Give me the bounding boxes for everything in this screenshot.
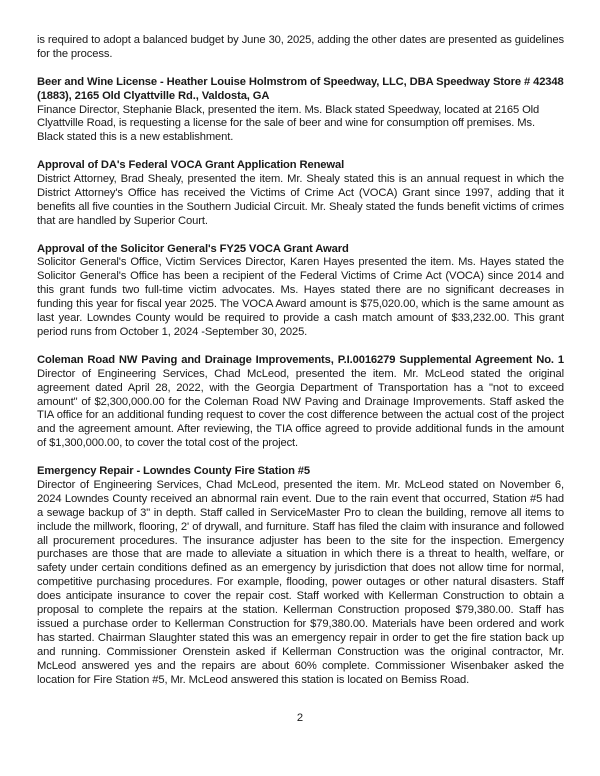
section-heading: Coleman Road NW Paving and Drainage Improvements, P.I.0016279 Supplemental Agreement No. 1 (37, 353, 564, 366)
section-body: Finance Director, Stephanie Black, presented the item. Ms. Black stated Speedway, located at 2165 Old Clyattville Road, is requesting a license for the sale of beer and wine for consumption off premises. Ms. Black stated this is a new establishment. (37, 103, 540, 144)
section-heading: Approval of the Solicitor General's FY25 VOCA Grant Award (37, 242, 349, 255)
section-body: Director of Engineering Services, Chad McLeod, presented the item. Mr. McLeod stated the original agreement dated April 28, 2022, with the Georgia Department of Transportation has a "not to exceed amount" of $2,300,000.00 for the Coleman Road NW Paving and Drainage Improvements. Staff asked the TIA office for an additional funding request to cover the cost difference between the actual cost of the project and the agreement amount. After reviewing, the TIA office agreed to provide additional funds in the amount of $1,300,000.00, to cover the total cost of the project. (37, 367, 564, 450)
continued-paragraph: is required to adopt a balanced budget by June 30, 2025, adding the other dates are presented as guidelines for the process. (37, 34, 564, 60)
section-da-federal-voca-grant (37, 159, 564, 229)
section-heading: Approval of DA's Federal VOCA Grant Application Renewal (37, 159, 345, 172)
section-runin-paragraph (37, 354, 564, 451)
section-body: District Attorney, Brad Shealy, presented the item. Mr. Shealy stated this is an annual request in which the District Attorney's Office has received the Victims of Crime Act (VOCA) Grant since 1997, adding that it benefits all five counties in the Southern Judicial Circuit. Mr. Shealy stated the funds benefit victims of crimes that are handled by Superior Court. (37, 173, 564, 227)
section-emergency-repair-fire-station-5 (37, 465, 564, 688)
page-number: 2 (296, 712, 304, 724)
section-solicitor-general-voca-award (37, 243, 564, 340)
section-heading: Beer and Wine License - Heather Louise Holmstrom of Speedway, LLC, DBA Speedway Store # 42348 (1883), 2165 Old Clyattville Rd., Valdosta, GA (37, 75, 564, 102)
section-body: Solicitor General's Office, Victim Services Director, Karen Hayes presented the item. Ms. Hayes stated the Solicitor General's Office has been a recipient of the Federal Victims of Crime Act (VOCA) since 2014 and this grant funds two full-time victim advocates. Ms. Hayes stated there are no significant decreases in funding this year for fiscal year 2025. The VOCA Award amount is $75,020.00, which is the same amount as last year. Lowndes County would be required to provide a cash match amount of $33,232.00. This grant period runs from October 1, 2024 -September 30, 2025. (37, 256, 564, 338)
section-body: Director of Engineering Services, Chad McLeod, presented the item. Mr. McLeod stated on November 6, 2024 Lowndes County received an abnormal rain event. Due to the rain event that occurred, Station #5 had a sewage backup of 3" in depth. Staff called in ServiceMaster Pro to clean the building, remove all items to include the millwork, flooring, 2' of drywall, and furniture. Staff has filed the claim with insurance and followed all procurement procedures. The insurance adjuster has been to the site for the inspection. Emergency purchases are those that are made to alleviate a situation in which there is a threat to health, welfare, or safety under certain conditions defined as an emergency by jurisdiction that does not allow time for normal, competitive purchasing procedures. For example, flooding, power outages or other natural disasters. Staff does anticipate insurance to cover the repair cost. Staff worked with Kellerman Construction to obtain a proposal to complete the repairs at the station. Kellerman Construction proposed $79,380.00. Staff has issued a purchase order to Kellerman Construction for $79,380.00. Materials have been ordered and work has started. Chairman Slaughter stated this was an emergency repair in order to get the fire station back up and running. Commissioner Orenstein asked if Kellerman Construction was the original contractor, Mr. McLeod answered yes and the repairs are about 60% complete. Commissioner Wisenbaker asked the location for Fire Station #5, Mr. McLeod answered this station is located on Bemiss Road. (37, 478, 564, 686)
section-heading: Emergency Repair - Lowndes County Fire Station #5 (37, 465, 311, 478)
section-beer-and-wine-license (37, 76, 564, 146)
section-coleman-road-paving (37, 354, 564, 451)
